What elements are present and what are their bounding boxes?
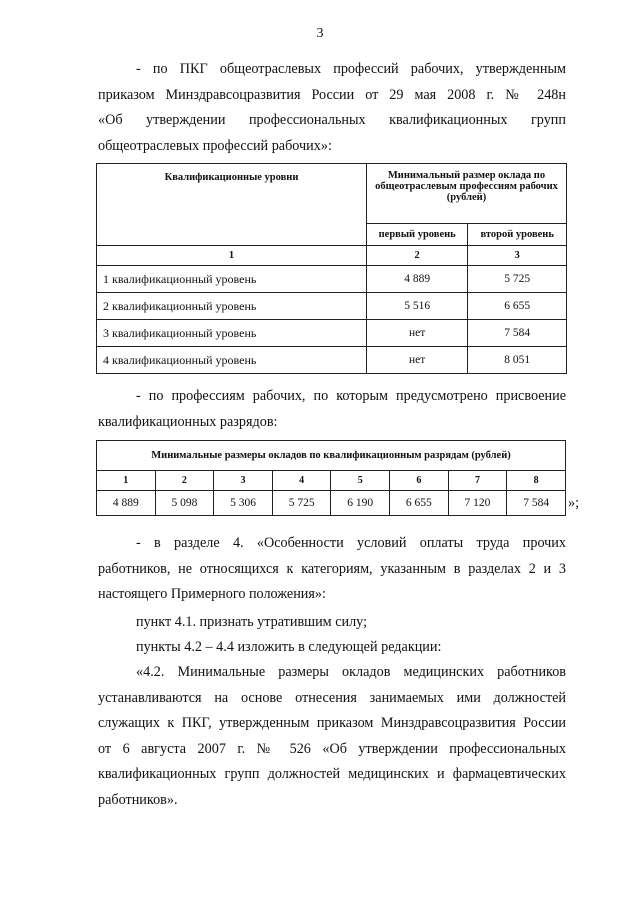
grade-number: 1	[97, 471, 156, 491]
section4-line-1: - в разделе 4. «Особенности условий оплаты труда прочих	[136, 535, 566, 551]
row-label: 1 квалификационный уровень	[97, 266, 367, 293]
row-label: 4 квалификационный уровень	[97, 347, 367, 374]
column-number-3: 3	[468, 246, 567, 266]
grade-salary-value: 5 725	[272, 491, 331, 516]
grade-table-header: Минимальные размеры окладов по квалификационным разрядам (рублей)	[97, 441, 566, 471]
points-4-2-4-4: пункты 4.2 – 4.4 изложить в следующей редакции:	[136, 639, 442, 655]
grade-salary-value: 5 098	[155, 491, 214, 516]
table-row	[97, 293, 567, 320]
row-first-level-value: 4 889	[367, 266, 468, 293]
grade-salary-value: 7 120	[448, 491, 507, 516]
point-4-2-line-2: устанавливаются на основе отнесения занимаемых ими должностей	[98, 689, 566, 706]
intro-line-1: - по ПКГ общеотраслевых профессий рабочих, утвержденным	[136, 61, 566, 77]
row-first-level-value: нет	[367, 347, 468, 374]
intro-paragraph	[98, 57, 566, 159]
row-label: 3 квалификационный уровень	[97, 320, 367, 347]
header-first-level: первый уровень	[367, 224, 468, 246]
row-second-level-value: 7 584	[468, 320, 567, 347]
grade-salaries-table	[96, 440, 566, 516]
row-second-level-value: 8 051	[468, 347, 567, 374]
section4-line-3: настоящего Примерного положения»:	[98, 586, 326, 602]
grade-number: 5	[331, 471, 390, 491]
grade-salary-value: 6 655	[390, 491, 449, 516]
row-label: 2 квалификационный уровень	[97, 293, 367, 320]
table-row	[97, 266, 567, 293]
intro-line-4: общеотраслевых профессий рабочих»:	[98, 137, 332, 154]
grade-salary-value: 4 889	[97, 491, 156, 516]
header-second-level: второй уровень	[468, 224, 567, 246]
section4-line-2: работников, не относящихся к категориям, указанным в разделах 2 и 3	[98, 560, 566, 577]
intro-line-3: «Об утверждении профессиональных квалификационных групп	[98, 112, 566, 128]
point-4-2-line-3: служащих к ПКГ, утвержденным приказом Минздравсоцразвития России	[98, 715, 566, 731]
intro-line-2: приказом Минздравсоцразвития России от 29 мая 2008 г. № 248н	[98, 86, 566, 103]
point-4-2-line-1: «4.2. Минимальные размеры окладов медицинских работников	[136, 664, 566, 680]
grade-salary-value: 6 190	[331, 491, 390, 516]
header-min-salary: Минимальный размер оклада по общеотраслевым профессиям рабочих (рублей)	[367, 164, 567, 224]
grades-paragraph	[98, 384, 566, 435]
column-number-2: 2	[367, 246, 468, 266]
grade-number: 2	[155, 471, 214, 491]
row-second-level-value: 5 725	[468, 266, 567, 293]
point-4-2-line-4: от 6 августа 2007 г. № 526 «Об утверждении профессиональных	[98, 740, 566, 757]
grade-number: 4	[272, 471, 331, 491]
grade-number: 6	[390, 471, 449, 491]
point-4-2-line-6: работников».	[98, 791, 178, 808]
table-row	[97, 320, 567, 347]
table-row	[97, 347, 567, 374]
row-second-level-value: 6 655	[468, 293, 567, 320]
section4-paragraph	[98, 531, 566, 608]
grade-number: 3	[214, 471, 273, 491]
grade-salary-value: 5 306	[214, 491, 273, 516]
row-first-level-value: нет	[367, 320, 468, 347]
grades-line-2: квалификационных разрядов:	[98, 413, 278, 430]
point-4-1: пункт 4.1. признать утратившим силу;	[136, 614, 368, 630]
column-number-1: 1	[97, 246, 367, 266]
point-4-2-paragraph	[98, 660, 566, 813]
point-4-2-line-5: квалификационных групп должностей медицинских и фармацевтических	[98, 766, 566, 782]
qualification-levels-table	[96, 163, 567, 374]
row-first-level-value: 5 516	[367, 293, 468, 320]
header-qualification-levels: Квалификационные уровни	[97, 164, 367, 246]
grade-number: 7	[448, 471, 507, 491]
grade-salary-value: 7 584	[507, 491, 566, 516]
grades-line-1: - по профессиям рабочих, по которым предусмотрено присвоение	[136, 388, 566, 404]
closing-quote: »;	[568, 495, 580, 511]
page-number: 3	[316, 26, 324, 41]
grade-number: 8	[507, 471, 566, 491]
